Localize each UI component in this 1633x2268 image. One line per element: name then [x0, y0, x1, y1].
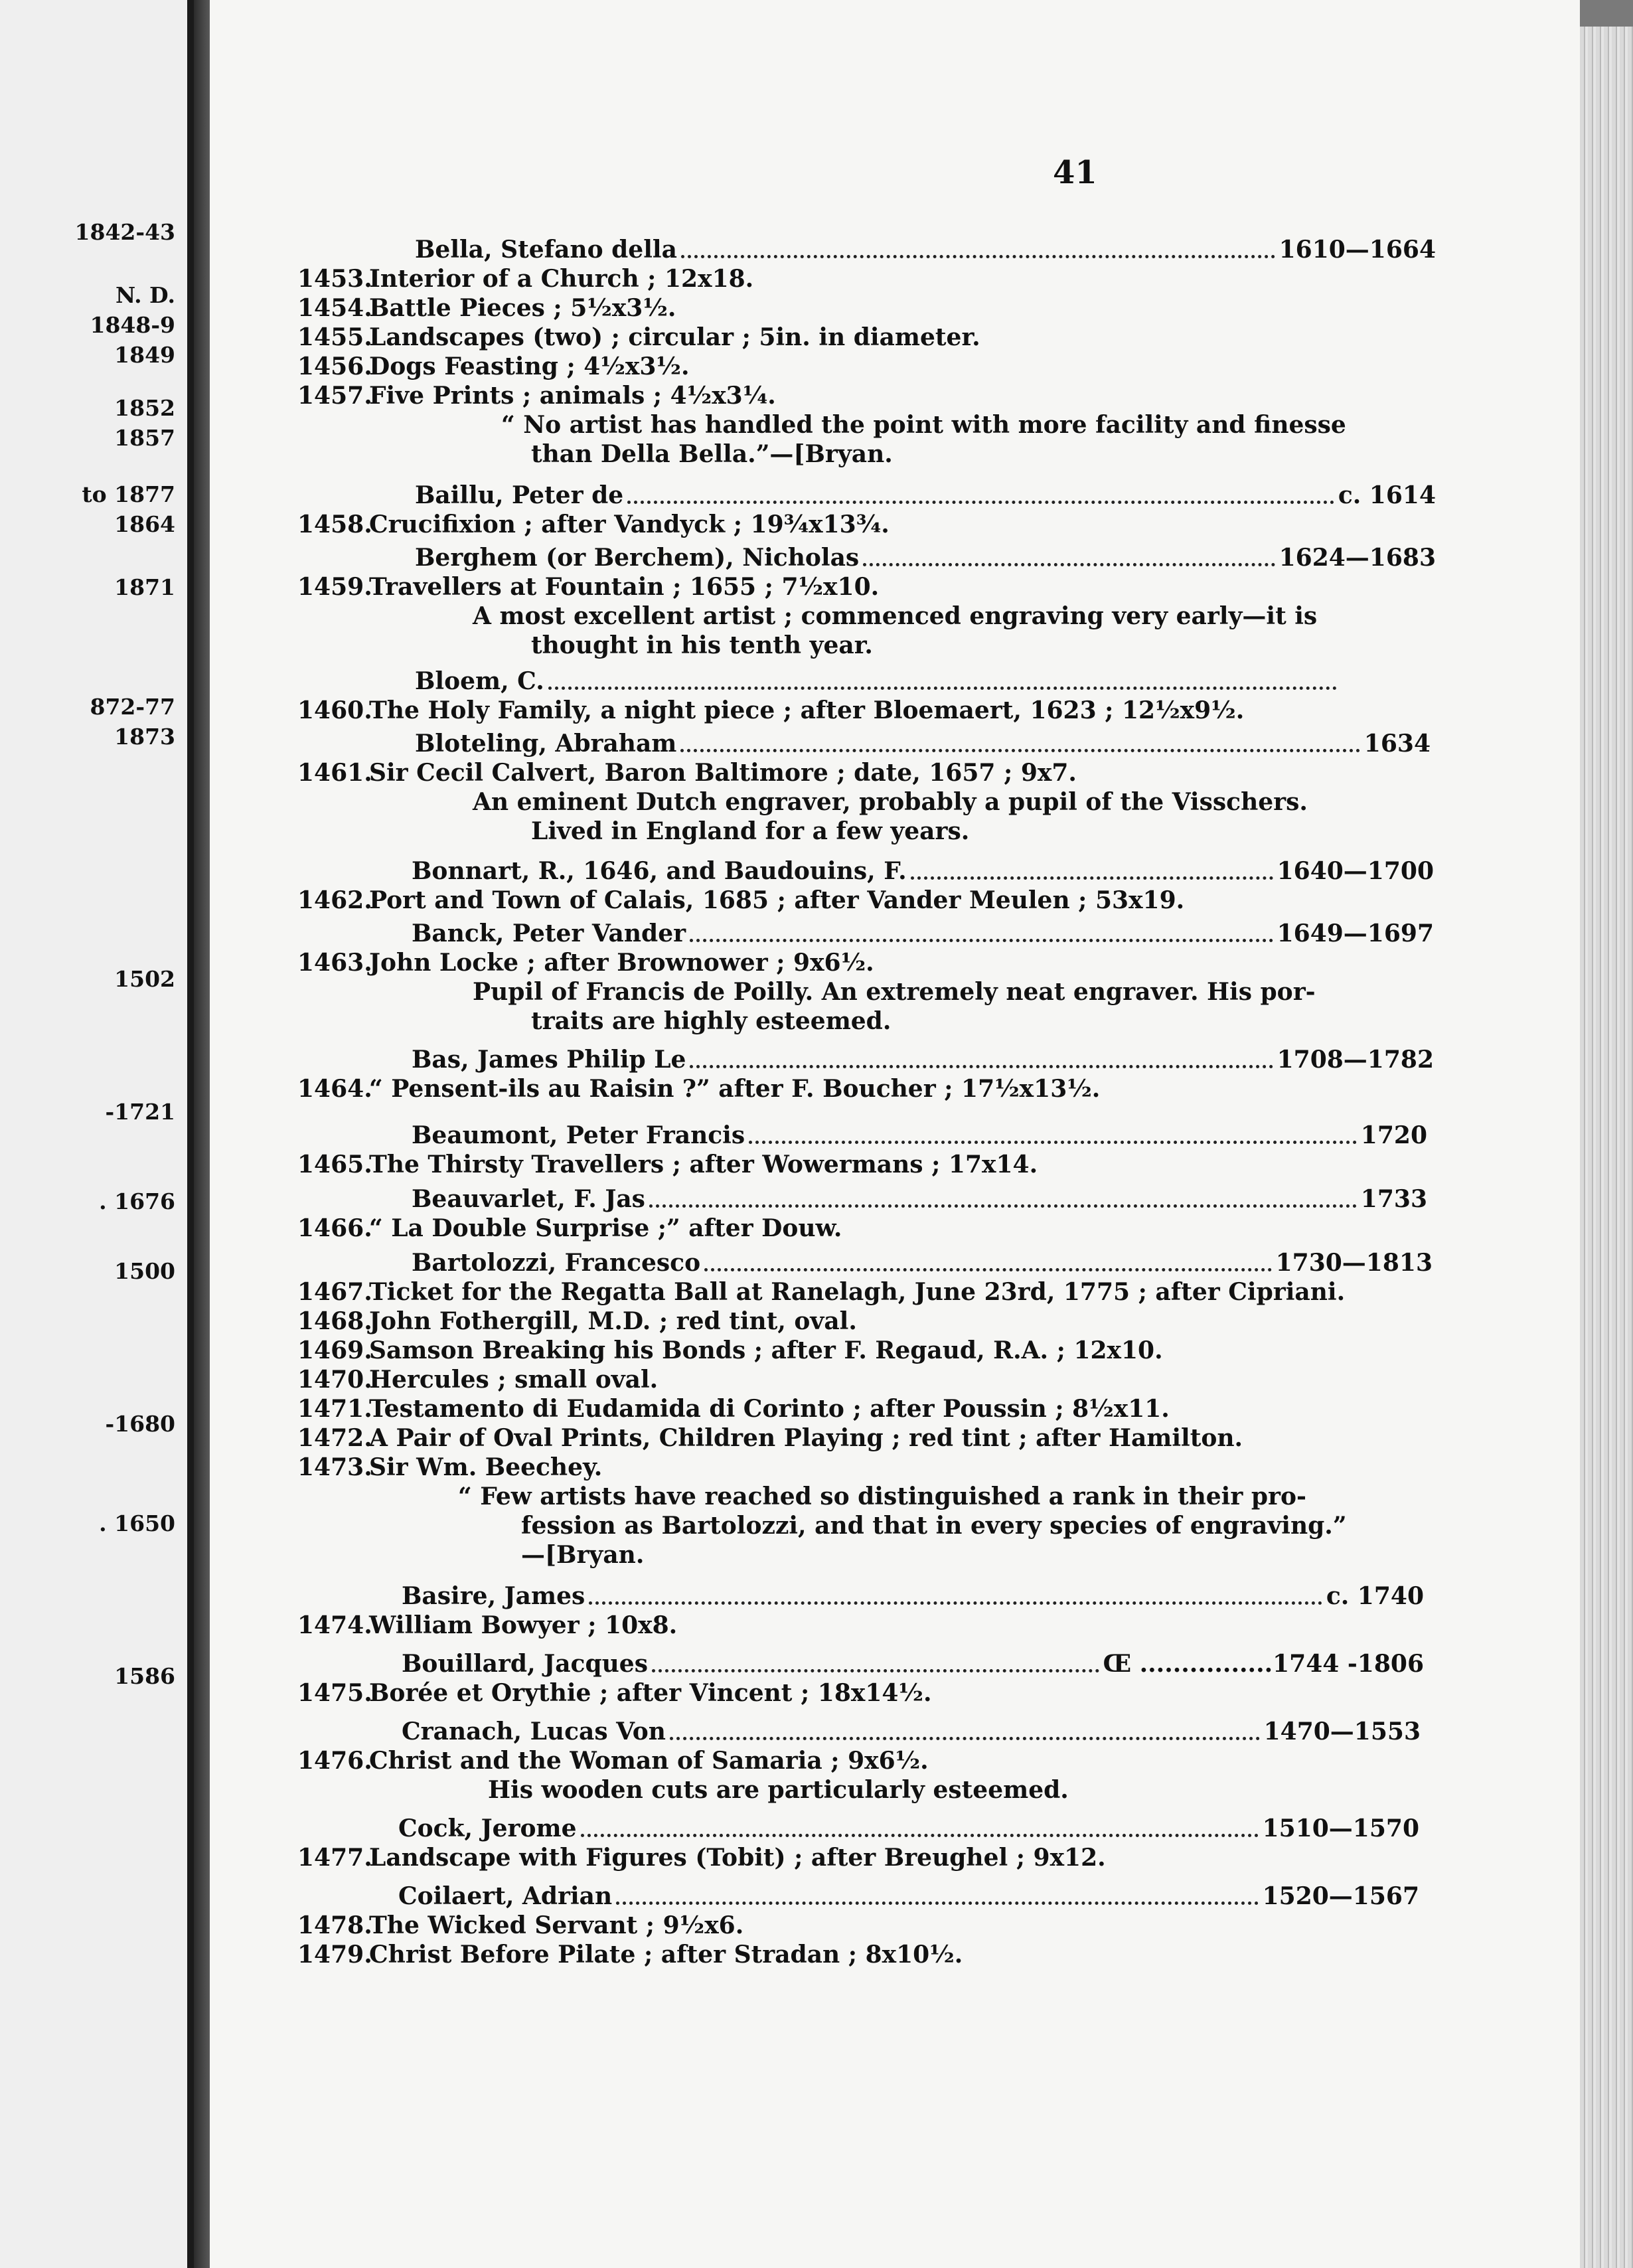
entry-number: 1458. — [297, 511, 372, 538]
artist-name: Bloem, C. — [415, 667, 544, 695]
previous-page-date: 1500 — [114, 1258, 175, 1284]
entry-number: 1460. — [297, 696, 372, 724]
previous-page-date: 1864 — [114, 511, 175, 537]
artist-name: Bouillard, Jacques — [402, 1650, 648, 1678]
artist-heading — [412, 1121, 1427, 1150]
dot-leader — [616, 1882, 1258, 1905]
catalogue-entry — [297, 948, 874, 977]
artist-heading — [412, 856, 1434, 886]
artist-heading — [402, 1649, 1424, 1678]
quotation-note: thought in his tenth year. — [531, 631, 873, 659]
quotation-note: “ Few artists have reached so distinguished a rank in their pro- — [458, 1483, 1306, 1510]
artist-heading — [412, 1045, 1434, 1074]
catalogue-entry — [297, 1394, 1170, 1423]
catalogue-entry — [297, 1843, 1106, 1872]
entry-number: 1471. — [297, 1395, 372, 1423]
artist-name: Bella, Stefano della — [415, 236, 677, 264]
previous-page-fragment — [0, 0, 194, 2268]
entry-title: Sir Cecil Calvert, Baron Baltimore ; date, 1657 ; 9x7. — [369, 759, 1077, 787]
catalogue-entry — [297, 1911, 743, 1940]
previous-page-date: N. D. — [116, 282, 175, 308]
entry-title: A Pair of Oval Prints, Children Playing ; red tint ; after Hamilton. — [369, 1424, 1243, 1452]
catalogue-entry — [297, 1940, 963, 1969]
entry-number: 1473. — [297, 1453, 372, 1481]
entry-number: 1477. — [297, 1844, 372, 1872]
artist-dates: 1708—1782 — [1277, 1046, 1434, 1074]
artist-name: Beauvarlet, F. Jas — [412, 1185, 645, 1213]
quotation-note: His wooden cuts are particularly esteemed. — [488, 1776, 1069, 1804]
entry-title: The Holy Family, a night piece ; after Bloemaert, 1623 ; 12½x9½. — [369, 696, 1245, 724]
artist-name: Banck, Peter Vander — [412, 920, 686, 947]
artist-dates: 1624—1683 — [1279, 544, 1436, 572]
previous-page-date: 1848-9 — [90, 312, 175, 338]
entry-title: Dogs Feasting ; 4½x3½. — [369, 353, 690, 380]
entry-title: Travellers at Fountain ; 1655 ; 7½x10. — [369, 573, 880, 601]
entry-title: John Locke ; after Brownower ; 9x6½. — [369, 949, 874, 977]
quotation-note: traits are highly esteemed. — [531, 1007, 892, 1035]
catalogue-entry — [297, 352, 689, 381]
catalogue-entry — [297, 1678, 932, 1708]
artist-name: Bas, James Philip Le — [412, 1046, 686, 1074]
artist-dates: 1520—1567 — [1262, 1882, 1419, 1910]
artist-name: Cock, Jerome — [398, 1815, 577, 1842]
previous-page-date: . 1676 — [99, 1188, 175, 1214]
entry-title: Borée et Orythie ; after Vincent ; 18x14½. — [369, 1679, 932, 1707]
catalogue-entry — [297, 1214, 842, 1243]
dot-leader — [680, 729, 1360, 752]
previous-page-date: 1857 — [114, 425, 175, 451]
artist-name: Cranach, Lucas Von — [402, 1718, 666, 1745]
artist-heading — [415, 543, 1436, 572]
artist-heading — [402, 1717, 1421, 1746]
entry-title: Five Prints ; animals ; 4½x3¼. — [369, 382, 776, 410]
previous-page-date: 1586 — [114, 1663, 175, 1689]
previous-page-date: 872-77 — [90, 694, 175, 720]
artist-dates: Œ ................1744 -1806 — [1103, 1650, 1424, 1678]
artist-name: Baillu, Peter de — [415, 481, 624, 509]
dot-leader — [690, 1045, 1273, 1068]
entry-title: John Fothergill, M.D. ; red tint, oval. — [369, 1307, 857, 1335]
catalogue-entry — [297, 1336, 1163, 1365]
artist-name: Coilaert, Adrian — [398, 1882, 613, 1910]
artist-dates: 1720 — [1360, 1121, 1427, 1149]
entry-title: Testamento di Eudamida di Corinto ; after Poussin ; 8½x11. — [369, 1395, 1170, 1423]
dot-leader — [627, 481, 1334, 504]
entry-number: 1465. — [297, 1151, 372, 1178]
entry-title: Crucifixion ; after Vandyck ; 19¾x13¾. — [369, 511, 890, 538]
artist-dates: c. 1614 — [1338, 481, 1436, 509]
entry-title: Landscapes (two) ; circular ; 5in. in diameter. — [369, 323, 980, 351]
catalogue-entry — [297, 1277, 1345, 1307]
entry-title: Landscape with Figures (Tobit) ; after Breughel ; 9x12. — [369, 1844, 1106, 1872]
entry-title: William Bowyer ; 10x8. — [369, 1611, 678, 1639]
catalogue-entry — [297, 1611, 677, 1640]
catalogue-entry — [297, 886, 1184, 915]
quotation-note: “ No artist has handled the point with more facility and finesse — [501, 411, 1346, 439]
artist-dates: 1470—1553 — [1263, 1718, 1421, 1745]
entry-number: 1467. — [297, 1278, 372, 1306]
entry-number: 1469. — [297, 1336, 372, 1364]
dot-leader — [670, 1717, 1260, 1740]
catalogue-entry — [297, 1423, 1243, 1453]
artist-heading — [402, 1581, 1424, 1611]
catalogue-entry — [297, 381, 776, 410]
artist-dates: 1610—1664 — [1279, 236, 1436, 264]
entry-title: The Thirsty Travellers ; after Wowermans ; 17x14. — [369, 1151, 1038, 1178]
entry-number: 1478. — [297, 1911, 372, 1939]
entry-title: Interior of a Church ; 12x18. — [369, 265, 754, 293]
entry-number: 1476. — [297, 1747, 372, 1775]
artist-heading — [415, 729, 1431, 758]
artist-name: Bartolozzi, Francesco — [412, 1249, 701, 1277]
dot-leader — [649, 1184, 1357, 1208]
dot-leader — [863, 543, 1275, 566]
artist-name: Basire, James — [402, 1582, 585, 1610]
artist-heading — [398, 1814, 1419, 1843]
catalogue-entry — [297, 293, 676, 323]
catalogue-entry — [297, 510, 890, 539]
dot-leader — [589, 1581, 1322, 1605]
previous-page-edge — [187, 0, 194, 2268]
quotation-note: A most excellent artist ; commenced engraving very early—it is — [473, 602, 1318, 630]
entry-number: 1462. — [297, 886, 372, 914]
entry-title: Battle Pieces ; 5½x3½. — [369, 294, 676, 322]
dot-leader — [911, 856, 1273, 880]
dot-leader — [704, 1248, 1272, 1271]
catalogue-entry — [297, 1307, 857, 1336]
entry-title: “ La Double Surprise ;” after Douw. — [369, 1214, 842, 1242]
entry-number: 1463. — [297, 949, 372, 977]
catalogue-entry — [297, 323, 980, 352]
entry-number: 1470. — [297, 1366, 372, 1394]
entry-title: The Wicked Servant ; 9½x6. — [369, 1911, 744, 1939]
dot-leader — [581, 1814, 1259, 1837]
previous-page-date: 1849 — [114, 342, 175, 368]
artist-dates: 1510—1570 — [1262, 1815, 1419, 1842]
quotation-note: —[Bryan. — [521, 1541, 645, 1569]
previous-page-date: 1873 — [114, 724, 175, 750]
artist-heading — [412, 1248, 1433, 1277]
previous-page-date: 1871 — [114, 574, 175, 600]
quotation-note: fession as Bartolozzi, and that in every species of engraving.” — [521, 1512, 1347, 1540]
artist-heading — [412, 1184, 1427, 1214]
entry-number: 1453. — [297, 265, 372, 293]
previous-page-date: 1502 — [114, 966, 175, 992]
entry-number: 1468. — [297, 1307, 372, 1335]
entry-number: 1464. — [297, 1075, 372, 1103]
artist-name: Bloteling, Abraham — [415, 730, 677, 758]
entry-title: Sir Wm. Beechey. — [369, 1453, 603, 1481]
entry-number: 1466. — [297, 1214, 372, 1242]
page-edges — [1580, 27, 1633, 2268]
entry-number: 1474. — [297, 1611, 372, 1639]
entry-number: 1455. — [297, 323, 372, 351]
artist-heading — [412, 919, 1434, 948]
artist-heading — [415, 481, 1436, 510]
entry-title: Hercules ; small oval. — [369, 1366, 659, 1394]
entry-number: 1479. — [297, 1941, 372, 1969]
entry-number: 1459. — [297, 573, 372, 601]
artist-name: Bonnart, R., 1646, and Baudouins, F. — [412, 857, 907, 885]
dot-leader — [749, 1121, 1357, 1144]
catalogue-entry — [297, 1746, 929, 1775]
entry-title: Port and Town of Calais, 1685 ; after Vander Meulen ; 53x19. — [369, 886, 1185, 914]
catalogue-entry — [297, 1365, 658, 1394]
page-number: 41 — [1053, 154, 1097, 191]
artist-name: Berghem (or Berchem), Nicholas — [415, 544, 860, 572]
artist-dates: 1634 — [1363, 730, 1431, 758]
entry-title: Samson Breaking his Bonds ; after F. Regaud, R.A. ; 12x10. — [369, 1336, 1163, 1364]
dot-leader — [652, 1649, 1099, 1672]
artist-dates: 1733 — [1360, 1185, 1427, 1213]
entry-number: 1456. — [297, 353, 372, 380]
entry-number: 1475. — [297, 1679, 372, 1707]
artist-dates: 1730—1813 — [1275, 1249, 1433, 1277]
dot-leader — [690, 919, 1273, 942]
catalogue-entry — [297, 1150, 1038, 1179]
artist-dates: c. 1740 — [1326, 1582, 1424, 1610]
catalogue-entry — [297, 572, 879, 602]
dot-leader — [548, 667, 1337, 690]
artist-name: Beaumont, Peter Francis — [412, 1121, 745, 1149]
artist-heading — [398, 1882, 1419, 1911]
entry-title: Ticket for the Regatta Ball at Ranelagh, June 23rd, 1775 ; after Cipriani. — [369, 1278, 1346, 1306]
entry-number: 1454. — [297, 294, 372, 322]
entry-number: 1461. — [297, 759, 372, 787]
catalogue-entry — [297, 696, 1244, 725]
catalogue-entry — [297, 1453, 602, 1482]
previous-page-date: 1842-43 — [74, 219, 175, 245]
entry-number: 1472. — [297, 1424, 372, 1452]
entry-title: Christ Before Pilate ; after Stradan ; 8x10½. — [369, 1941, 963, 1969]
previous-page-date: -1721 — [105, 1099, 175, 1125]
entry-number: 1457. — [297, 382, 372, 410]
dot-leader — [681, 235, 1275, 258]
quotation-note: An eminent Dutch engraver, probably a pupil of the Visschers. — [473, 788, 1308, 816]
previous-page-date: 1852 — [114, 395, 175, 421]
catalogue-page — [210, 0, 1580, 2268]
artist-heading — [415, 235, 1436, 264]
previous-page-date: . 1650 — [99, 1510, 175, 1536]
entry-title: “ Pensent-ils au Raisin ?” after F. Boucher ; 17½x13½. — [369, 1075, 1101, 1103]
quotation-note: Pupil of Francis de Poilly. An extremely neat engraver. His por- — [473, 978, 1316, 1006]
catalogue-entry — [297, 758, 1077, 787]
book-gutter — [194, 0, 210, 2268]
entry-title: Christ and the Woman of Samaria ; 9x6½. — [369, 1747, 929, 1775]
previous-page-date: to 1877 — [82, 481, 175, 507]
artist-dates: 1640—1700 — [1277, 857, 1434, 885]
artist-dates: 1649—1697 — [1277, 920, 1434, 947]
catalogue-entry — [297, 1074, 1100, 1103]
quotation-note: than Della Bella.”—[Bryan. — [531, 440, 893, 468]
catalogue-entry — [297, 264, 753, 293]
artist-heading — [415, 667, 1341, 696]
previous-page-date: -1680 — [105, 1411, 175, 1437]
quotation-note: Lived in England for a few years. — [531, 817, 970, 845]
